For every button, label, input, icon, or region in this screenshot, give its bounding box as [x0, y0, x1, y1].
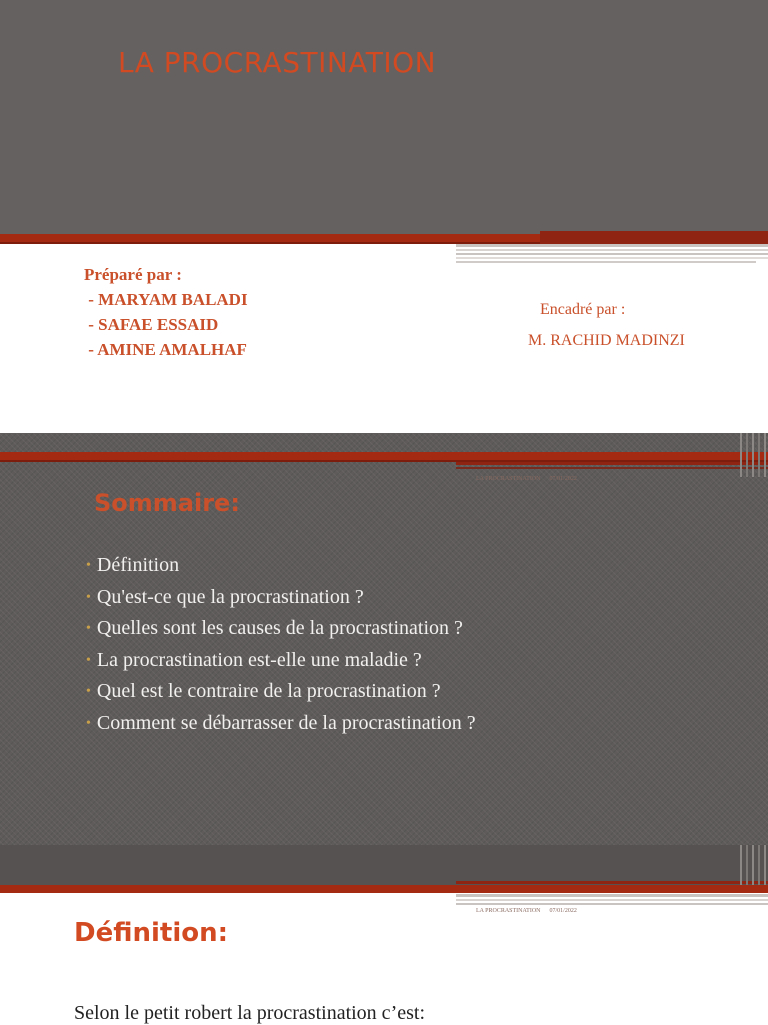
- title-banner: [0, 0, 768, 234]
- bullet-icon: •: [86, 621, 91, 637]
- list-item: • Qu'est-ce que la procrastination ?: [86, 585, 364, 608]
- supervisor-name: M. RACHID MADINZI: [528, 332, 685, 349]
- slide-2-footer-date: 07/01/2022: [549, 476, 577, 482]
- list-item: • Comment se débarrasser de la procrastination ?: [86, 711, 476, 734]
- slide-2: [0, 433, 768, 893]
- slide-1: [0, 0, 768, 432]
- definition-title: Définition:: [74, 918, 229, 948]
- summary-list: [86, 551, 476, 741]
- bullet-icon: •: [86, 558, 91, 573]
- slide-3-footer: [476, 908, 577, 914]
- list-item: • Quel est le contraire de la procrastination ?: [86, 680, 441, 703]
- list-item: • Quelles sont les causes de la procrastination ?: [86, 617, 463, 640]
- presentation-title: LA PROCRASTINATION: [118, 46, 437, 79]
- list-item: • La procrastination est-elle une maladie ?: [86, 648, 422, 671]
- slide-3-top-decoration: [0, 894, 768, 908]
- slide-2-top-decoration: [0, 433, 768, 477]
- slide-2-bottom-decoration: [0, 845, 768, 893]
- bullet-icon: •: [86, 652, 91, 668]
- supervised-by-label: Encadré par :: [540, 301, 626, 318]
- slide-3: [0, 894, 768, 1024]
- prepared-by-block: Préparé par : - MARYAM BALADI - SAFAE ESSAID - AMINE AMALHAF: [84, 265, 248, 359]
- bullet-icon: •: [86, 715, 91, 731]
- slide-3-footer-title: LA PROCRASTINATION: [476, 908, 541, 914]
- summary-title: Sommaire:: [94, 489, 240, 517]
- bullet-icon: •: [86, 684, 91, 700]
- bullet-icon: •: [86, 589, 91, 605]
- slide-2-footer-title: LA PROCRASTINATION: [476, 476, 541, 482]
- slide-2-footer: [476, 476, 577, 482]
- list-item: • Définition: [86, 554, 180, 576]
- definition-text: Selon le petit robert la procrastination c’est:: [74, 1002, 425, 1024]
- slide-3-footer-date: 07/01/2022: [549, 908, 577, 914]
